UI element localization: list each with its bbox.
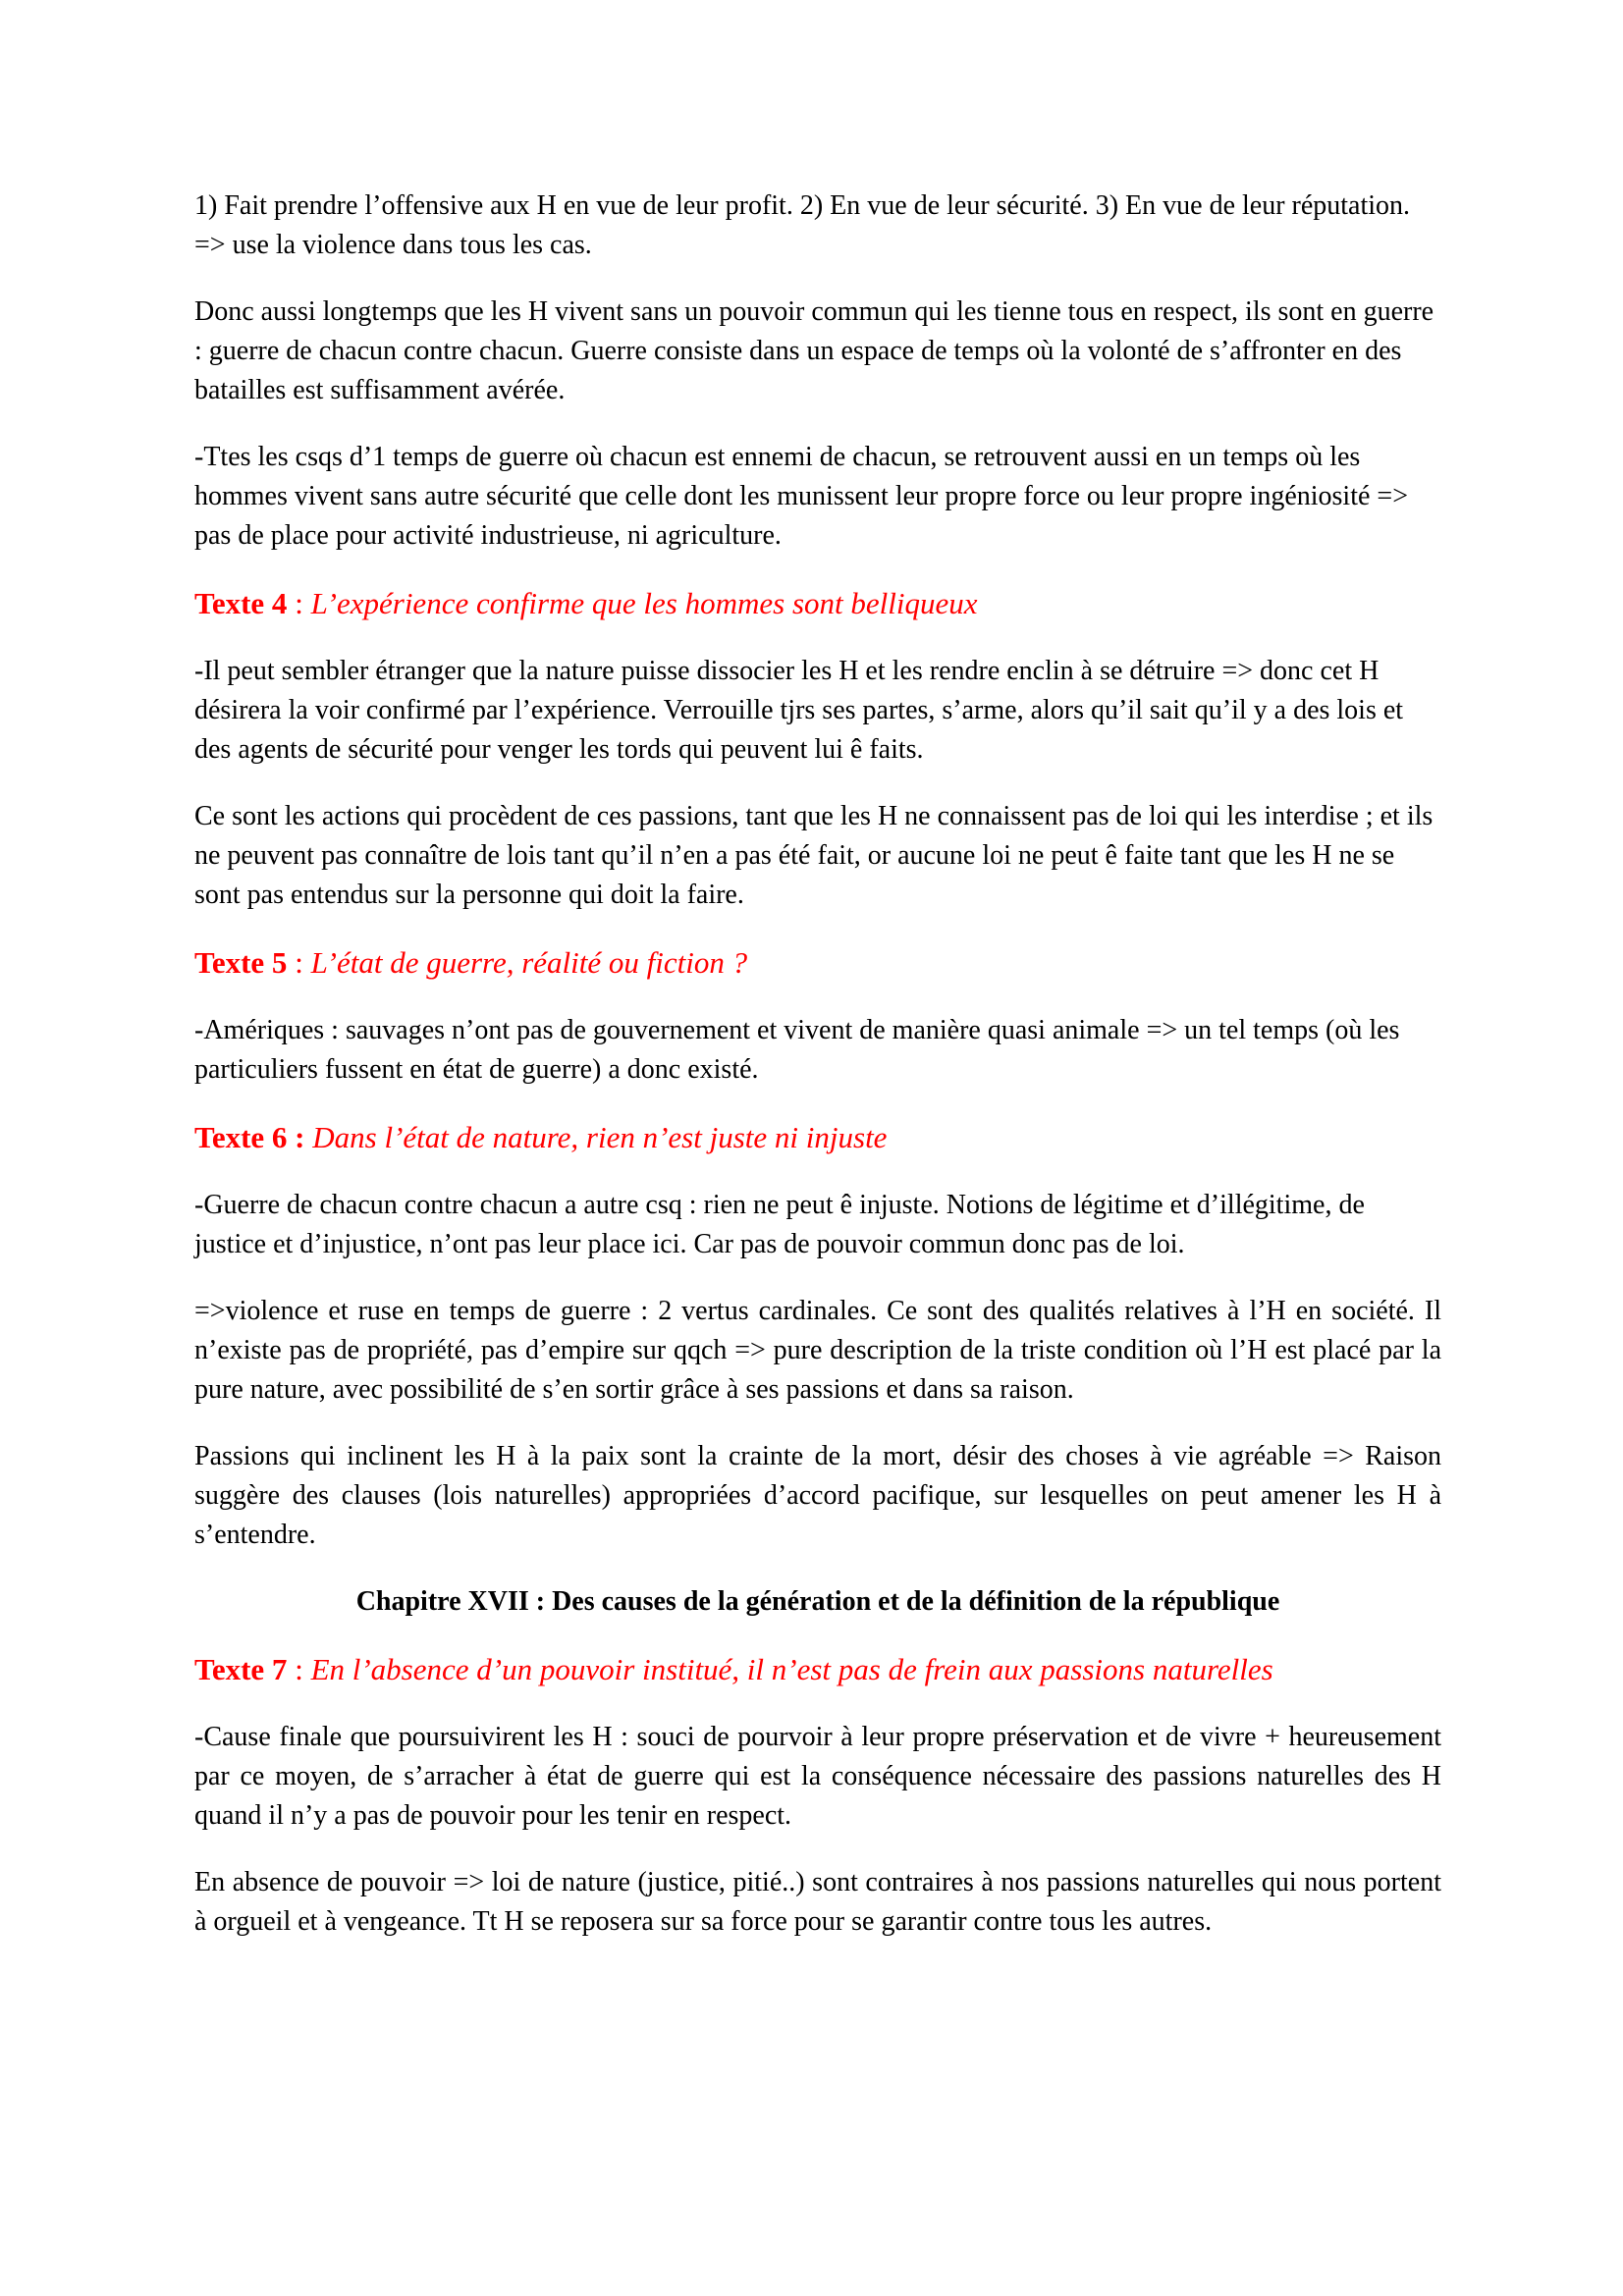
chapter-title: Chapitre XVII : Des causes de la génération et de la définition de la république: [355, 1586, 1280, 1617]
heading-texte-5-label: Texte 5: [194, 945, 288, 980]
heading-texte-7-separator: :: [287, 1652, 311, 1686]
heading-texte-4-label: Texte 4: [194, 586, 288, 620]
heading-texte-7-label: Texte 7: [194, 1652, 288, 1686]
paragraph-consequences-of-war: -Ttes les csqs d’1 temps de guerre où chacun est ennemi de chacun, se retrouvent aussi en un temps où les hommes vivent sans autre sécurité que celle dont les munissent leur propre force ou leur propre ingéniosité => pas de place pour activité industrieuse, ni agriculture.: [194, 442, 1408, 551]
paragraph-absence-of-power: En absence de pouvoir => loi de nature (justice, pitié..) sont contraires à nos passions naturelles qui nous portent à orgueil et à vengeance. Tt H se reposera sur sa force pour se garantir contre tous les autres.: [194, 1867, 1441, 1937]
document-page: [194, 187, 1441, 1969]
heading-texte-4-separator: :: [287, 586, 311, 620]
paragraph-final-cause: -Cause finale que poursuivirent les H : souci de pourvoir à leur propre préservation et de vivre + heureusement par ce moyen, de s’arracher à état de guerre qui est la conséquence nécessaire des passions naturelles des H quand il n’y a pas de pouvoir pour les tenir en respect.: [194, 1722, 1441, 1831]
paragraph-passions-peace: Passions qui inclinent les H à la paix sont la crainte de la mort, désir des choses à vie agréable => Raison suggère des clauses (lois naturelles) appropriées d’accord pacifique, sur lesquelles on peut amener les H à s’entendre.: [194, 1441, 1441, 1550]
heading-texte-5: [194, 942, 1441, 984]
heading-texte-4: [194, 583, 1441, 624]
paragraph-nothing-unjust: -Guerre de chacun contre chacun a autre csq : rien ne peut ê injuste. Notions de légitime et d’illégitime, de justice et d’injustice, n’ont pas leur place ici. Car pas de pouvoir commun donc pas de loi.: [194, 1190, 1365, 1259]
heading-texte-7: [194, 1649, 1441, 1690]
paragraph-experience: -Il peut sembler étranger que la nature puisse dissocier les H et les rendre enclin à se détruire => donc cet H désirera la voir confirmé par l’expérience. Verrouille tjrs ses partes, s’arme, alors qu’il sait qu’il y a des lois et des agents de sécurité pour venger les tords qui peuvent lui ê faits.: [194, 656, 1404, 765]
heading-texte-5-title: L’état de guerre, réalité ou fiction ?: [310, 945, 748, 980]
heading-texte-5-separator: :: [287, 945, 311, 980]
paragraph-actions-passions: Ce sont les actions qui procèdent de ces passions, tant que les H ne connaissent pas de loi qui les interdise ; et ils ne peuvent pas connaître de lois tant qu’il n’en a pas été fait, or aucune loi ne peut ê faite tant que les H ne se sont pas entendus sur la personne qui doit la faire.: [194, 801, 1434, 910]
heading-texte-4-title: L’expérience confirme que les hommes sont belliqueux: [310, 586, 978, 620]
heading-texte-6: [194, 1117, 1441, 1158]
paragraph-war-of-all: Donc aussi longtemps que les H vivent sans un pouvoir commun qui les tienne tous en respect, ils sont en guerre : guerre de chacun contre chacun. Guerre consiste dans un espace de temps où la volonté de s’affronter en des batailles est suffisamment avérée.: [194, 296, 1434, 405]
heading-texte-7-title: En l’absence d’un pouvoir institué, il n’est pas de frein aux passions naturelles: [310, 1652, 1273, 1686]
heading-texte-6-title: Dans l’état de nature, rien n’est juste ni injuste: [312, 1120, 888, 1154]
heading-texte-6-label: Texte 6 :: [194, 1120, 305, 1154]
paragraph-violence-ruse: =>violence et ruse en temps de guerre : 2 vertus cardinales. Ce sont des qualités relatives à l’H en société. Il n’existe pas de propriété, pas d’empire sur qqch => pure description de la triste condition où l’H est placé par la pure nature, avec possibilité de s’en sortir grâce à ses passions et dans sa raison.: [194, 1296, 1441, 1405]
paragraph-motives: 1) Fait prendre l’offensive aux H en vue de leur profit. 2) En vue de leur sécurité. 3) En vue de leur réputation. => use la violence dans tous les cas.: [194, 190, 1411, 260]
paragraph-ameriques: -Amériques : sauvages n’ont pas de gouvernement et vivent de manière quasi animale => un tel temps (où les particuliers fussent en état de guerre) a donc existé.: [194, 1015, 1400, 1085]
